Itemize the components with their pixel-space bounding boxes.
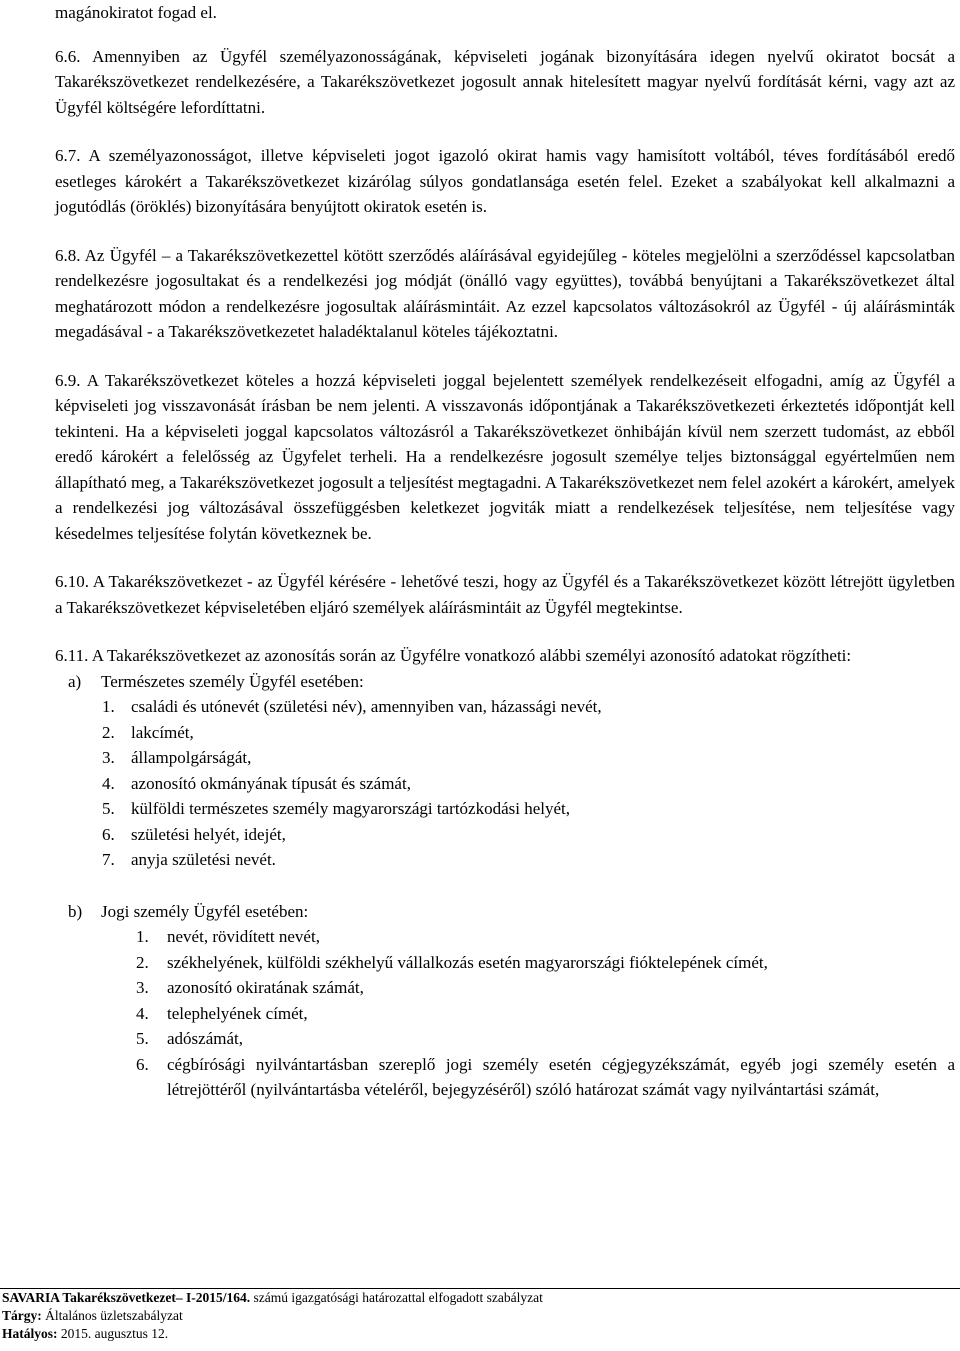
natural-person-list: [55, 694, 955, 873]
section-text: Amennyiben az Ügyfél személyazonosságának, képviseleti jogának bizonyítására idegen nyelvű okiratot bocsát a Takarékszövetkezet rendelkezésére, a Takarékszövetkezet jogosult annak hitelesített magyar nyelvű fordítását kérni, vagy azt az Ügyfél költségére lefordíttatni.: [55, 46, 956, 117]
section-text: Az Ügyfél – a Takarékszövetkezettel kötött szerződés aláírásával egyidejűleg - köteles megjelölni a szerződéssel kapcsolatban rendelkezésre jogosultakat és a rendelkezési jog módját (önálló vagy együttes), továbbá benyújtani a Takarékszövetkezet által meghatározott módon a rendelkezésre jogosultak aláírásmintáit. Az ezzel kapcsolatos változásokról az Ügyfél - új aláírásminták megadásával - a Takarékszövetkezetet haladéktalanul köteles tájékoztatni.: [55, 245, 955, 341]
item-text: nevét, rövidített nevét,: [167, 927, 320, 946]
section-number: 6.9.: [55, 370, 81, 390]
spacer: [55, 873, 955, 899]
item-number: 3.: [102, 748, 115, 767]
item-number: 6.: [136, 1054, 149, 1074]
section-number: 6.11.: [55, 646, 89, 665]
item-number: 2.: [136, 952, 149, 972]
subsection-title: Természetes személy Ügyfél esetében:: [101, 671, 364, 691]
item-text: családi és utónevét (születési név), amennyiben van, házassági nevét,: [131, 697, 602, 716]
list-item: [55, 1052, 955, 1103]
spacer: [55, 620, 955, 643]
list-item: [55, 694, 955, 720]
spacer: [55, 26, 955, 44]
footer-text: 2015. augusztus 12.: [57, 1326, 169, 1341]
item-text: cégbírósági nyilvántartásban szereplő jogi személy esetén cégjegyzékszámát, egyéb jogi személy esetén a létrejöttéről (nyilvántartásba vételéről, bejegyzéséről) szóló határozat számát vagy nyilvántartási számát,: [167, 1054, 955, 1099]
section-number: 6.7.: [55, 146, 81, 165]
section-text: A Takarékszövetkezet az azonosítás során az Ügyfélre vonatkozó alábbi személyi azonosító adatokat rögzítheti:: [91, 646, 852, 665]
list-item: [55, 796, 955, 822]
list-item: [55, 924, 955, 950]
list-item: [55, 771, 955, 797]
section-text: A Takarékszövetkezet - az Ügyfél kérésére - lehetővé teszi, hogy az Ügyfél és a Takarékszövetkezet között létrejött ügyletben a Takarékszövetkezet képviseletében eljáró személyek aláírásmintáit az Ügyfél megtekintse.: [55, 572, 956, 617]
footer-text: Általános üzletszabályzat: [41, 1308, 183, 1323]
item-number: 2.: [102, 722, 115, 742]
legal-person-list: [55, 924, 955, 1103]
spacer: [55, 546, 955, 569]
item-number: 7.: [102, 850, 115, 869]
section-6-8: [55, 243, 955, 345]
list-item: [55, 1026, 955, 1052]
footer-bold: SAVARIA Takarékszövetkezet– I-2015/164.: [2, 1290, 251, 1305]
spacer: [55, 120, 955, 143]
item-number: 5.: [136, 1029, 149, 1048]
subsection-label: a): [68, 671, 82, 691]
section-number: 6.6.: [55, 46, 81, 66]
section-text: A Takarékszövetkezet köteles a hozzá képviseleti joggal bejelentett személyek rendelkezéseit elfogadni, amíg az Ügyfél a képviseleti jog visszavonását írásban be nem jelenti. A visszavonás időpontjának a Takarékszövetkezeti érkeztetés időpontját kell tekinteni. Ha a képviseleti joggal kapcsolatos változásról a Takarékszövetkezet önhibáján kívül nem szerzett tudomást, az ebből eredő károkért a felelősség az Ügyfelet terheli. Ha a rendelkezésre jogosult személye teljes biztonsággal egyértelműen nem állapítható meg, a Takarékszövetkezet jogosult a teljesítést megtagadni. A Takarékszövetkezet nem felel azokért a károkért, amelyek a rendelkezési jog változásával összefüggésben keletkezet jogviták miatt a rendelkezések teljesítése, nem teljesítése vagy késedelmes teljesítése folytán következnek be.: [55, 370, 955, 543]
item-text: állampolgárságát,: [131, 748, 252, 767]
section-6-7: [55, 143, 955, 220]
list-item: [55, 720, 955, 746]
list-item: [55, 847, 955, 873]
item-number: 4.: [136, 1003, 149, 1023]
subsection-b-heading: [68, 899, 955, 925]
item-text: külföldi természetes személy magyarországi tartózkodási helyét,: [131, 799, 571, 818]
item-text: anyja születési nevét.: [131, 850, 276, 869]
subsection-label: b): [68, 901, 83, 921]
section-6-6: [55, 44, 955, 121]
footer-text: számú igazgatósági határozattal elfogadott szabályzat: [250, 1290, 543, 1305]
footer-line-effective: [0, 1325, 960, 1343]
subsection-title: Jogi személy Ügyfél esetében:: [101, 901, 309, 921]
item-text: adószámát,: [167, 1029, 243, 1048]
list-item: [55, 975, 955, 1001]
section-text: A személyazonosságot, illetve képviseleti jogot igazoló okirat hamis vagy hamisított voltából, téves fordításából eredő esetleges károkért a Takarékszövetkezet kizárólag súlyos gondatlansága esetén felel. Ezeket a szabályokat kell alkalmazni a jogutódlás (öröklés) bizonyítására benyújtott okiratok esetén is.: [55, 146, 956, 216]
spacer: [55, 345, 955, 368]
top-line: magánokiratot fogad el.: [55, 3, 217, 22]
footer-bold: Tárgy:: [2, 1308, 42, 1323]
footer-line-regulation: [0, 1289, 960, 1307]
item-number: 5.: [102, 799, 115, 818]
item-number: 4.: [102, 773, 115, 793]
list-item: [55, 822, 955, 848]
item-number: 3.: [136, 978, 149, 997]
item-text: székhelyének, külföldi székhelyű vállalkozás esetén magyarországi fióktelepének címét,: [167, 952, 768, 972]
footer-line-subject: [0, 1307, 960, 1325]
section-6-9: [55, 368, 955, 547]
list-item: [55, 745, 955, 771]
item-text: azonosító okmányának típusát és számát,: [131, 773, 411, 793]
item-text: születési helyét, idejét,: [131, 824, 286, 844]
section-number: 6.8.: [55, 245, 81, 265]
item-text: azonosító okiratának számát,: [167, 978, 364, 997]
document-page: [55, 0, 955, 1103]
list-item: [55, 1001, 955, 1027]
item-number: 1.: [136, 927, 149, 946]
footer-bold: Hatályos:: [2, 1326, 58, 1341]
spacer: [55, 220, 955, 243]
item-text: telephelyének címét,: [167, 1003, 308, 1023]
page-footer: [0, 1288, 960, 1343]
section-6-10: [55, 569, 955, 620]
list-item: [55, 950, 955, 976]
subsection-a-heading: [68, 669, 955, 695]
section-6-11: [55, 643, 955, 669]
item-number: 1.: [102, 697, 115, 716]
item-number: 6.: [102, 824, 115, 844]
item-text: lakcímét,: [131, 722, 194, 742]
section-number: 6.10.: [55, 572, 89, 591]
